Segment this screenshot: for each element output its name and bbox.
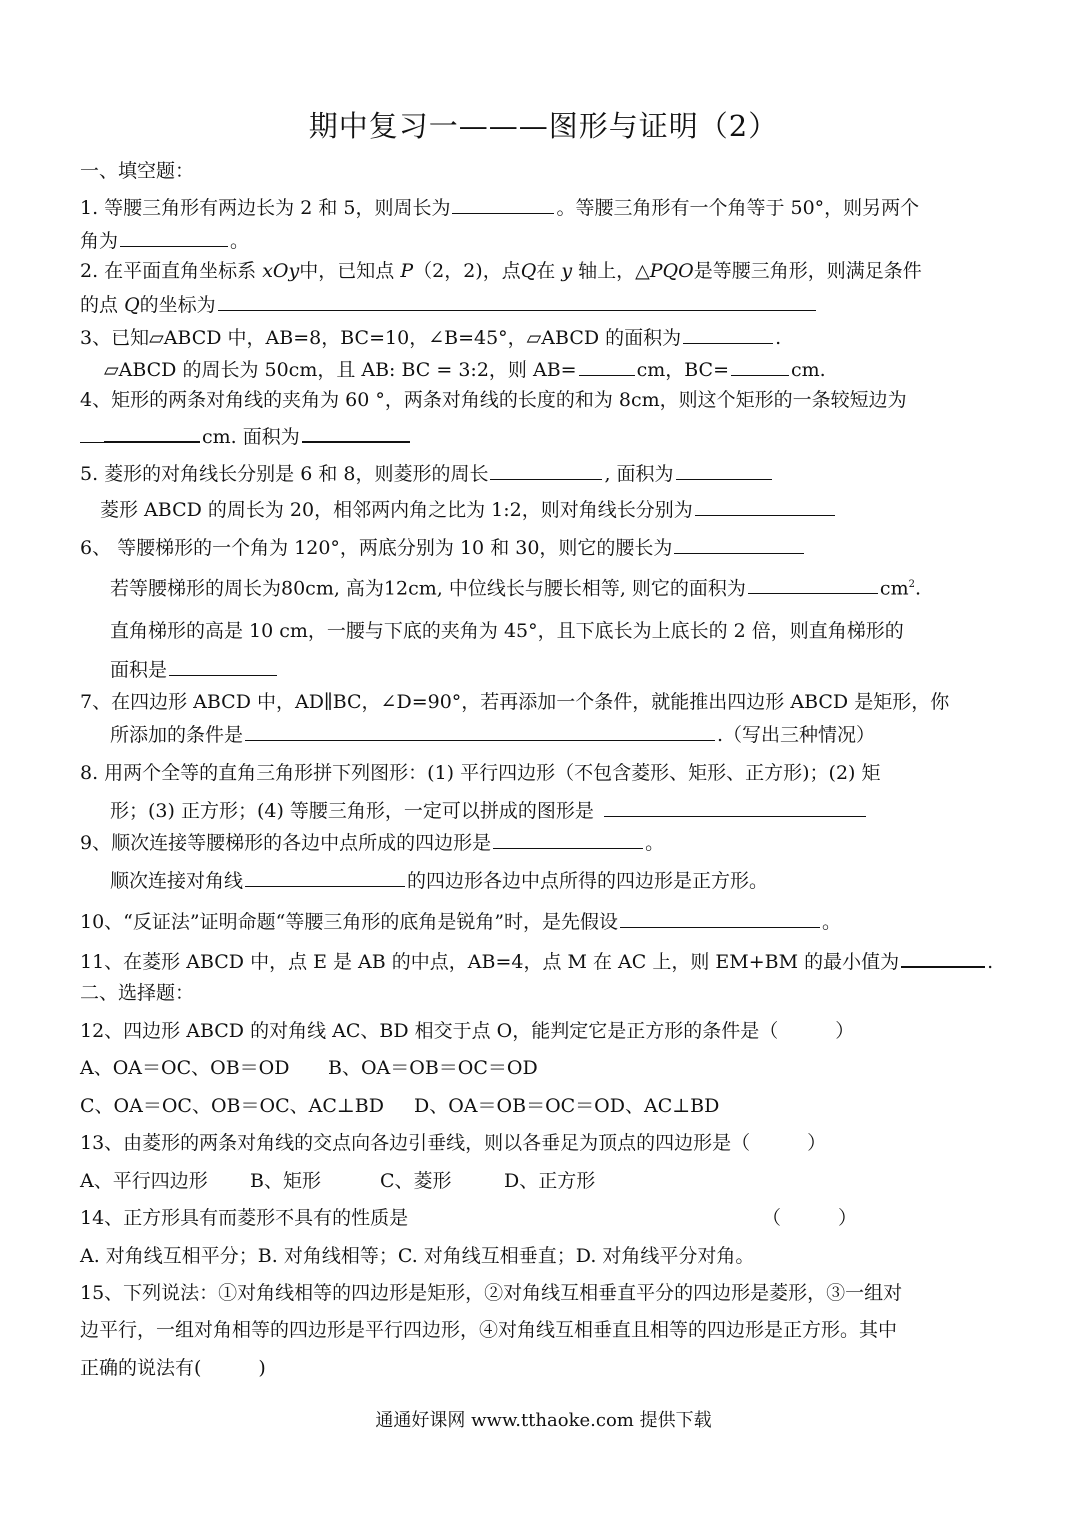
option-13-b[interactable]: B、矩形 bbox=[250, 1170, 321, 1192]
answer-blank[interactable] bbox=[120, 226, 228, 247]
question-9-line-1: 9、顺次连接等腰梯形的各边中点所成的四边形是 。 bbox=[80, 828, 664, 856]
option-12-c[interactable]: C、OA＝OC、OB＝OC、AC⊥BD bbox=[80, 1095, 384, 1117]
section-choice-heading: 二、选择题： bbox=[80, 982, 195, 1004]
question-14: 14、正方形具有而菱形不具有的性质是 bbox=[80, 1207, 409, 1229]
question-7-line-2: 所添加的条件是 .（写出三种情况） bbox=[110, 720, 875, 748]
section-fill-in-heading: 一、填空题： bbox=[80, 160, 195, 182]
answer-blank[interactable] bbox=[218, 290, 816, 311]
question-1-line-2: 角为 。 bbox=[80, 226, 249, 254]
question-5-line-1: 5. 菱形的对角线长分别是 6 和 8，则菱形的周长 , 面积为 bbox=[80, 459, 774, 487]
option-12-a[interactable]: A、OA＝OC、OB＝OD bbox=[80, 1057, 290, 1079]
question-12: 12、四边形 ABCD 的对角线 AC、BD 相交于点 O，能判定它是正方形的条件是（ ） bbox=[80, 1020, 855, 1042]
question-9-line-2: 顺次连接对角线 的四边形各边中点所得的四边形是正方形。 bbox=[110, 866, 768, 894]
question-6-line-2: 若等腰梯形的周长为80cm, 高为12cm, 中位线长与腰长相等, 则它的面积为 $cm^2$. bbox=[110, 572, 921, 601]
question-4-line-1: 4、矩形的两条对角线的夹角为 60 °，两条对角线的长度的和为 8cm，则这个矩形的一条较短边为 bbox=[80, 389, 907, 411]
option-12-d[interactable]: D、OA＝OB＝OC＝OD、AC⊥BD bbox=[414, 1095, 720, 1117]
question-2-line-1: 2. 在平面直角坐标系 xOy中，已知点 P（2，2)，点Q在 y 轴上，△PQO是等腰三角形，则满足条件 bbox=[80, 260, 922, 282]
question-15-line-2: 边平行，一组对角相等的四边形是平行四边形，④对角线互相垂直且相等的四边形是正方形。其中 bbox=[80, 1319, 898, 1341]
question-11: 11、在菱形 ABCD 中，点 E 是 AB 的中点，AB=4，点 M 在 AC 上，则 EM+BM 的最小值为 . bbox=[80, 946, 993, 975]
question-2-line-2: 的点 Q的坐标为 bbox=[80, 290, 818, 318]
answer-blank[interactable] bbox=[452, 193, 554, 214]
question-10: 10、“反证法”证明命题“等腰三角形的底角是锐角”时，是先假设 。 bbox=[80, 907, 841, 935]
option-12-b[interactable]: B、OA＝OB＝OC＝OD bbox=[328, 1057, 538, 1079]
footer-source: 通通好课网 www.tthaoke.com 提供下载 bbox=[375, 1410, 712, 1431]
answer-blank[interactable] bbox=[579, 355, 635, 376]
answer-blank[interactable] bbox=[683, 323, 773, 344]
question-6-line-4: 面积是 bbox=[110, 655, 279, 683]
answer-blank[interactable] bbox=[901, 946, 985, 968]
question-3-line-1: 3、已知▱ABCD 中，AB=8，BC=10，∠B=45°，▱ABCD 的面积为 . bbox=[80, 323, 781, 351]
option-13-c[interactable]: C、菱形 bbox=[380, 1170, 452, 1192]
question-14-options: A. 对角线互相平分；B. 对角线相等；C. 对角线互相垂直；D. 对角线平分对角。 bbox=[80, 1245, 755, 1267]
question-15-line-1: 15、下列说法：①对角线相等的四边形是矩形，②对角线互相垂直平分的四边形是菱形，③一组对 bbox=[80, 1282, 903, 1304]
answer-blank[interactable] bbox=[169, 655, 277, 676]
option-13-a[interactable]: A、平行四边形 bbox=[80, 1170, 208, 1192]
answer-blank[interactable] bbox=[620, 907, 820, 928]
answer-blank-lead bbox=[80, 422, 104, 443]
question-4-line-2: cm. 面积为 bbox=[80, 421, 412, 450]
question-6-line-3: 直角梯形的高是 10 cm，一腰与下底的夹角为 45°，且下底长为上底长的 2 倍，则直角梯形的 bbox=[110, 620, 904, 642]
option-13-d[interactable]: D、正方形 bbox=[504, 1170, 596, 1192]
answer-blank[interactable] bbox=[490, 459, 602, 480]
answer-blank[interactable] bbox=[245, 720, 715, 741]
answer-blank[interactable] bbox=[245, 866, 405, 887]
answer-blank[interactable] bbox=[302, 421, 410, 443]
answer-blank[interactable] bbox=[674, 533, 804, 554]
answer-blank[interactable] bbox=[731, 355, 789, 376]
question-1-line-1: 1. 等腰三角形有两边长为 2 和 5，则周长为 。等腰三角形有一个角等于 50°，则另两个 bbox=[80, 193, 919, 221]
answer-blank[interactable] bbox=[604, 796, 866, 817]
question-6-line-1: 6、 等腰梯形的一个角为 120°，两底分别为 10 和 30，则它的腰长为 bbox=[80, 533, 806, 561]
question-5-line-2: 菱形 ABCD 的周长为 20，相邻两内角之比为 1:2，则对角线长分别为 bbox=[100, 495, 837, 523]
answer-blank[interactable] bbox=[695, 495, 835, 516]
answer-blank[interactable] bbox=[676, 459, 772, 480]
question-13: 13、由菱形的两条对角线的交点向各边引垂线，则以各垂足为顶点的四边形是（ ） bbox=[80, 1132, 827, 1154]
answer-blank[interactable] bbox=[748, 573, 878, 594]
question-7-line-1: 7、在四边形 ABCD 中，AD∥BC，∠D=90°，若再添加一个条件，就能推出四边形 ABCD 是矩形，你 bbox=[80, 691, 950, 713]
page-title: 期中复习一———图形与证明（2） bbox=[308, 109, 779, 143]
question-3-line-2: ▱ABCD 的周长为 50cm，且 AB: BC = 3:2，则 AB= cm，BC= cm. bbox=[104, 355, 826, 383]
answer-blank[interactable] bbox=[493, 828, 643, 849]
answer-paren[interactable]: （ ） bbox=[762, 1207, 858, 1229]
question-8-line-1: 8. 用两个全等的直角三角形拼下列图形：(1) 平行四边形（不包含菱形、矩形、正方形)；(2) 矩 bbox=[80, 762, 881, 784]
question-8-line-2: 形；(3) 正方形；(4) 等腰三角形，一定可以拼成的图形是 bbox=[110, 796, 868, 824]
question-15-line-3: 正确的说法有( ) bbox=[80, 1357, 266, 1379]
answer-blank[interactable] bbox=[104, 421, 200, 443]
